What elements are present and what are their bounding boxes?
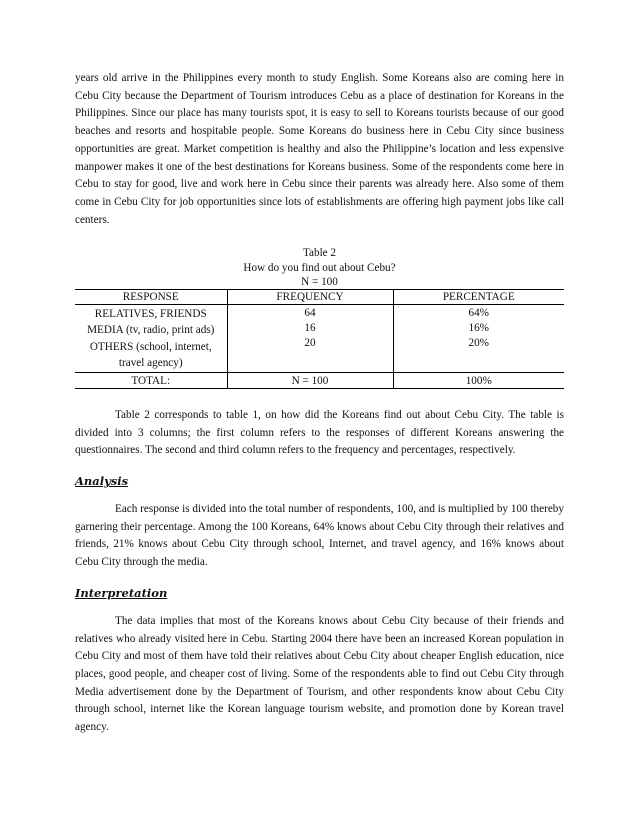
percentage-media: 16% <box>468 321 489 334</box>
table-title: How do you find out about Cebu? <box>243 261 396 274</box>
header-percentage: PERCENTAGE <box>393 289 564 304</box>
total-frequency: N = 100 <box>227 372 393 388</box>
response-cell <box>75 304 227 372</box>
frequency-media: 16 <box>304 321 316 334</box>
percentage-cell <box>393 304 564 372</box>
response-others-cont: travel agency) <box>118 357 183 370</box>
analysis-heading: Analysis <box>75 474 129 489</box>
frequency-cell <box>227 304 393 372</box>
total-percentage: 100% <box>393 372 564 388</box>
frequency-others: 20 <box>304 336 316 349</box>
table-body-row <box>75 304 564 372</box>
response-media: MEDIA (tv, radio, print ads) <box>87 324 215 337</box>
interpretation-paragraph: The data implies that most of the Koreans knows about Cebu City because of their friends and relatives who already visited here in Cebu. Starting 2004 there have been an increased Korean population in Cebu City and most of them have told their relatives about Cebu City about cheaper English education, nice places, good people, and cheaper cost of living. Some of the respondents able to find out Cebu City through Media advertisement done by the Department of Tourism, and other respondents know about Cebu City through school, internet like the Korean language tourism website, and promotion done by Korean travel agency. <box>75 614 564 734</box>
analysis-paragraph: Each response is divided into the total number of respondents, 100, and is multiplied by 100 thereby garnering their percentage. Among the 100 Koreans, 64% knows about Cebu City through their relatives and friends, 21% knows about Cebu City through school, Internet, and travel agency, and 16% knows about Cebu City through the media. <box>75 503 564 569</box>
percentage-relatives: 64% <box>468 306 489 319</box>
interpretation-heading: Interpretation <box>75 585 168 600</box>
document-page <box>75 70 564 737</box>
percentage-others: 20% <box>468 336 489 349</box>
header-response: RESPONSE <box>75 289 227 304</box>
table-header-row <box>75 289 564 304</box>
frequency-table <box>75 289 564 389</box>
table-sample-size: N = 100 <box>301 275 338 288</box>
response-others: OTHERS (school, internet, <box>89 340 212 353</box>
table-number: Table 2 <box>302 247 337 260</box>
response-relatives: RELATIVES, FRIENDS <box>94 307 207 320</box>
table-description-paragraph: Table 2 corresponds to table 1, on how did the Koreans find out about Cebu City. The table is divided into 3 columns; the first column refers to the responses of different Koreans answering the questionnaires. The second and third column refers to the frequency and percentages, respectively. <box>75 408 564 457</box>
table-caption <box>75 246 564 289</box>
total-label: TOTAL: <box>75 372 227 388</box>
table-total-row <box>75 372 564 388</box>
frequency-relatives: 64 <box>304 306 316 319</box>
intro-paragraph: years old arrive in the Philippines every month to study English. Some Koreans also are coming here in Cebu City because the Department of Tourism introduces Cebu as a place of destination for Koreans in the Philippines. Since our place has many tourists spot, it is easy to sell to Koreans tourists because of our good beaches and resorts and hospitable people. Some Koreans do business here in Cebu City since business opportunities are great. Market competition is healthy and also the Philippine’s location and less expensive manpower makes it one of the best destinations for Koreans business. Some of the respondents come here in Cebu to stay for good, live and work here in Cebu since their parents was already here. Also some of them come in Cebu City for job opportunities since lots of establishments are offering high payment jobs like call centers. <box>75 72 564 226</box>
header-frequency: FREQUENCY <box>227 289 393 304</box>
